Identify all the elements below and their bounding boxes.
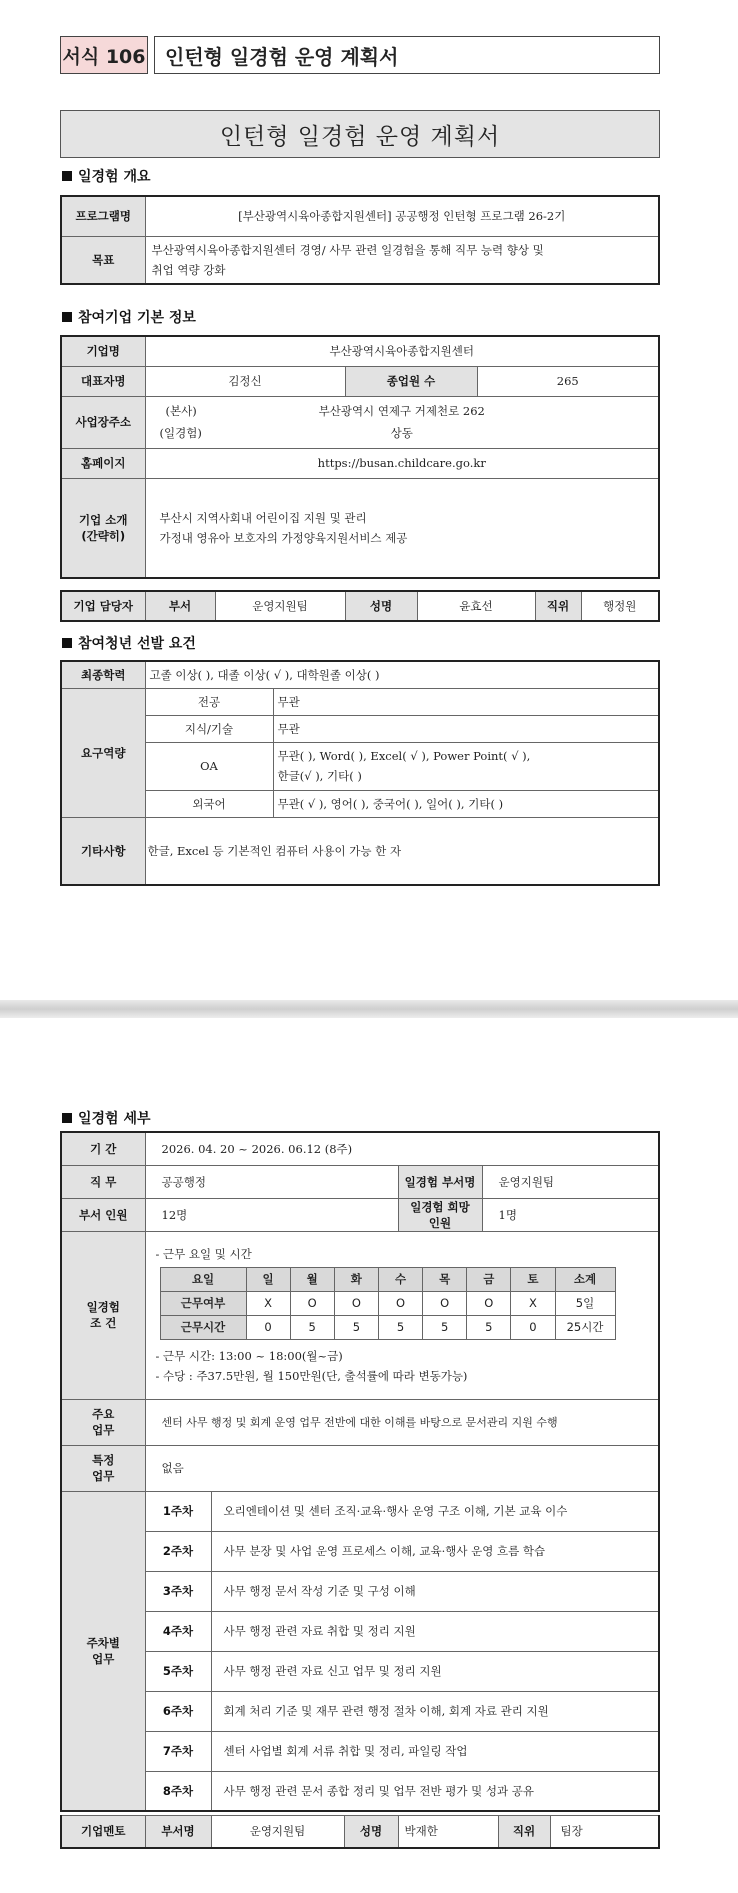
intro-value xyxy=(145,478,659,578)
intro-line: 가정내 영유아 보호자의 가정양육지원서비스 제공 xyxy=(159,530,408,545)
schedule-header-cell: 월 xyxy=(290,1267,334,1291)
manager-name-label: 성명 xyxy=(345,591,417,621)
mentor-dept-label: 부서명 xyxy=(145,1816,211,1848)
skill-value: 무관 xyxy=(273,715,659,742)
language-label: 외국어 xyxy=(145,790,273,817)
document-title: 인턴형 일경험 운영 계획서 xyxy=(60,110,660,158)
schedule-cell: O xyxy=(334,1291,378,1315)
mentor-title-value: 팀장 xyxy=(550,1816,659,1848)
section-heading-details xyxy=(62,1108,151,1128)
mentor-title-label: 직위 xyxy=(498,1816,550,1848)
condition-label xyxy=(61,1231,145,1399)
mentor-label: 기업멘토 xyxy=(61,1816,145,1848)
schedule-header-cell: 화 xyxy=(334,1267,378,1291)
etc-value: 한글, Excel 등 기본적인 컴퓨터 사용이 가능 한 자 xyxy=(145,817,659,885)
week-task: 사무 행정 관련 문서 종합 정리 및 업무 전반 평가 및 성과 공유 xyxy=(211,1771,659,1811)
program-label: 프로그램명 xyxy=(61,196,145,236)
manager-title-label: 직위 xyxy=(535,591,581,621)
week-task: 사무 분장 및 사업 운영 프로세스 이해, 교육·행사 운영 흐름 학습 xyxy=(211,1531,659,1571)
ceo-value: 김정신 xyxy=(145,366,345,396)
week-task: 센터 사업별 회계 서류 취합 및 정리, 파일링 작업 xyxy=(211,1731,659,1771)
period-label: 기 간 xyxy=(61,1132,145,1165)
intro-line: 부산시 지역사회내 어린이집 지원 및 관리 xyxy=(159,510,367,525)
schedule-header-cell: 금 xyxy=(467,1267,511,1291)
weekly-task-label xyxy=(61,1491,145,1811)
manager-title-value: 행정원 xyxy=(581,591,659,621)
intro-label xyxy=(61,478,145,578)
schedule-row-label: 근무시간 xyxy=(160,1315,246,1339)
bullet-square-icon xyxy=(62,1113,72,1123)
job-label: 직 무 xyxy=(61,1165,145,1198)
dept-label: 일경험 부서명 xyxy=(398,1165,482,1198)
schedule-cell: O xyxy=(290,1291,334,1315)
intro-label-line: 기업 소개 xyxy=(79,512,128,527)
manager-name-value: 윤효선 xyxy=(417,591,535,621)
main-task-value: 센터 사무 행정 및 회계 운영 업무 전반에 대한 이해를 바탕으로 문서관리 지원 수행 xyxy=(145,1399,659,1445)
schedule-cell: O xyxy=(467,1291,511,1315)
week-task: 회계 처리 기준 및 재무 관련 행정 절차 이해, 회계 자료 관리 지원 xyxy=(211,1691,659,1731)
section-heading-overview xyxy=(62,166,151,186)
special-task-label-line: 업무 xyxy=(92,1469,115,1483)
address-value xyxy=(145,396,659,448)
page-separator xyxy=(0,1000,738,1018)
schedule-cell: 5 xyxy=(378,1315,422,1339)
main-task-label-line: 업무 xyxy=(92,1423,115,1437)
main-task-label-line: 주요 xyxy=(92,1407,115,1421)
goal-label: 목표 xyxy=(61,236,145,284)
requirements-table xyxy=(60,660,660,886)
dept-value: 운영지원팀 xyxy=(482,1165,659,1198)
week-label: 2주차 xyxy=(145,1531,211,1571)
manager-label: 기업 담당자 xyxy=(61,591,145,621)
skill-label: 지식/기술 xyxy=(145,715,273,742)
staff-count-value: 265 xyxy=(477,366,659,396)
manager-dept-value: 운영지원팀 xyxy=(215,591,345,621)
condition-label-line: 일경험 xyxy=(86,1300,120,1314)
goal-value xyxy=(145,236,659,284)
bullet-square-icon xyxy=(62,171,72,181)
schedule-cell: X xyxy=(511,1291,555,1315)
weekly-task-label-line: 주차별 xyxy=(86,1635,120,1650)
week-task: 오리엔테이션 및 센터 조직·교육·행사 운영 구조 이해, 기본 교육 이수 xyxy=(211,1491,659,1531)
condition-value xyxy=(145,1231,659,1399)
details-table xyxy=(60,1131,660,1812)
dept-staff-label: 부서 인원 xyxy=(61,1198,145,1231)
schedule-header-cell: 토 xyxy=(511,1267,555,1291)
manager-table xyxy=(60,590,660,622)
week-label: 3주차 xyxy=(145,1571,211,1611)
week-task: 사무 행정 관련 자료 취합 및 정리 지원 xyxy=(211,1611,659,1651)
special-task-label xyxy=(61,1445,145,1491)
week-label: 1주차 xyxy=(145,1491,211,1531)
pay-note: - 수당 : 주37.5만원, 월 150만원(단, 출석률에 따라 변동가능) xyxy=(155,1368,468,1383)
oa-label: OA xyxy=(145,742,273,790)
mentor-name-value: 박재한 xyxy=(398,1816,498,1848)
section-title: 참여기업 기본 정보 xyxy=(78,310,196,326)
oa-line: 한글(√ ), 기타( ) xyxy=(277,769,362,783)
language-value: 무관( √ ), 영어( ), 중국어( ), 일어( ), 기타( ) xyxy=(273,790,659,817)
intro-label-line: (간략히) xyxy=(81,528,126,543)
special-task-label-line: 특정 xyxy=(92,1453,115,1467)
company-name-label: 기업명 xyxy=(61,336,145,366)
form-title: 인턴형 일경험 운영 계획서 xyxy=(154,36,660,74)
condition-note: - 근무 요일 및 시간 xyxy=(155,1246,252,1261)
job-value: 공공행정 xyxy=(145,1165,398,1198)
competency-label: 요구역량 xyxy=(61,688,145,817)
schedule-cell: 5일 xyxy=(555,1291,615,1315)
schedule-cell: O xyxy=(378,1291,422,1315)
mentor-dept-value: 운영지원팀 xyxy=(211,1816,344,1848)
time-note: - 근무 시간: 13:00 ~ 18:00(월~금) xyxy=(155,1348,343,1363)
schedule-header-cell: 목 xyxy=(423,1267,467,1291)
week-label: 7주차 xyxy=(145,1731,211,1771)
ceo-label: 대표자명 xyxy=(61,366,145,396)
period-value: 2026. 04. 20 ~ 2026. 06.12 (8주) xyxy=(145,1132,659,1165)
bullet-square-icon xyxy=(62,638,72,648)
homepage-value: https://busan.childcare.go.kr xyxy=(145,448,659,478)
schedule-cell: 5 xyxy=(290,1315,334,1339)
hq-tag: (본사) xyxy=(165,404,197,418)
week-task: 사무 행정 문서 작성 기준 및 구성 이해 xyxy=(211,1571,659,1611)
bullet-square-icon xyxy=(62,312,72,322)
week-label: 4주차 xyxy=(145,1611,211,1651)
page-two xyxy=(0,1018,738,1893)
address-label: 사업장주소 xyxy=(61,396,145,448)
goal-line: 부산광역시육아종합지원센터 경영/ 사무 관련 일경험을 통해 직무 능력 향상 및 xyxy=(151,242,544,257)
goal-line: 취업 역량 강화 xyxy=(151,262,226,277)
schedule-header-cell: 소계 xyxy=(555,1267,615,1291)
schedule-cell: 5 xyxy=(467,1315,511,1339)
dept-staff-value: 12명 xyxy=(145,1198,398,1231)
company-table xyxy=(60,335,660,579)
schedule-cell: 5 xyxy=(423,1315,467,1339)
work-tag: (일경험) xyxy=(159,426,202,440)
schedule-header-cell: 요일 xyxy=(160,1267,246,1291)
want-count-value: 1명 xyxy=(482,1198,659,1231)
homepage-label: 홈페이지 xyxy=(61,448,145,478)
schedule-header-cell: 일 xyxy=(246,1267,290,1291)
schedule-table xyxy=(160,1267,616,1340)
major-label: 전공 xyxy=(145,688,273,715)
education-value: 고졸 이상( ), 대졸 이상( √ ), 대학원졸 이상( ) xyxy=(145,661,659,688)
etc-label: 기타사항 xyxy=(61,817,145,885)
schedule-cell: 25시간 xyxy=(555,1315,615,1339)
schedule-cell: 5 xyxy=(334,1315,378,1339)
mentor-name-label: 성명 xyxy=(344,1816,398,1848)
oa-value xyxy=(273,742,659,790)
schedule-row-label: 근무여부 xyxy=(160,1291,246,1315)
section-heading-requirements xyxy=(62,633,196,653)
hq-address: 부산광역시 연제구 거제천로 262 xyxy=(318,404,485,418)
schedule-cell: X xyxy=(246,1291,290,1315)
want-count-label: 일경험 희망 인원 xyxy=(398,1198,482,1231)
manager-dept-label: 부서 xyxy=(145,591,215,621)
week-label: 6주차 xyxy=(145,1691,211,1731)
main-task-label xyxy=(61,1399,145,1445)
company-name-value: 부산광역시육아종합지원센터 xyxy=(145,336,659,366)
major-value: 무관 xyxy=(273,688,659,715)
schedule-header-cell: 수 xyxy=(378,1267,422,1291)
program-value: [부산광역시육아종합지원센터] 공공행정 인턴형 프로그램 26-2기 xyxy=(145,196,659,236)
schedule-cell: 0 xyxy=(246,1315,290,1339)
week-label: 8주차 xyxy=(145,1771,211,1811)
oa-line: 무관( ), Word( ), Excel( √ ), Power Point( √ ), xyxy=(277,749,531,763)
education-label: 최종학력 xyxy=(61,661,145,688)
condition-label-line: 조 건 xyxy=(90,1316,117,1330)
work-address: 상동 xyxy=(390,426,413,440)
special-task-value: 없음 xyxy=(145,1445,659,1491)
section-title: 참여청년 선발 요건 xyxy=(78,636,196,652)
schedule-cell: 0 xyxy=(511,1315,555,1339)
weekly-task-label-line: 업무 xyxy=(92,1651,115,1666)
overview-table xyxy=(60,195,660,285)
section-heading-company xyxy=(62,307,196,327)
schedule-cell: O xyxy=(423,1291,467,1315)
week-label: 5주차 xyxy=(145,1651,211,1691)
section-title: 일경험 세부 xyxy=(78,1111,151,1127)
form-number-badge: 서식 106 xyxy=(60,36,148,74)
staff-count-label: 종업원 수 xyxy=(345,366,477,396)
section-title: 일경험 개요 xyxy=(78,169,151,185)
mentor-table xyxy=(60,1815,660,1849)
week-task: 사무 행정 관련 자료 신고 업무 및 정리 지원 xyxy=(211,1651,659,1691)
